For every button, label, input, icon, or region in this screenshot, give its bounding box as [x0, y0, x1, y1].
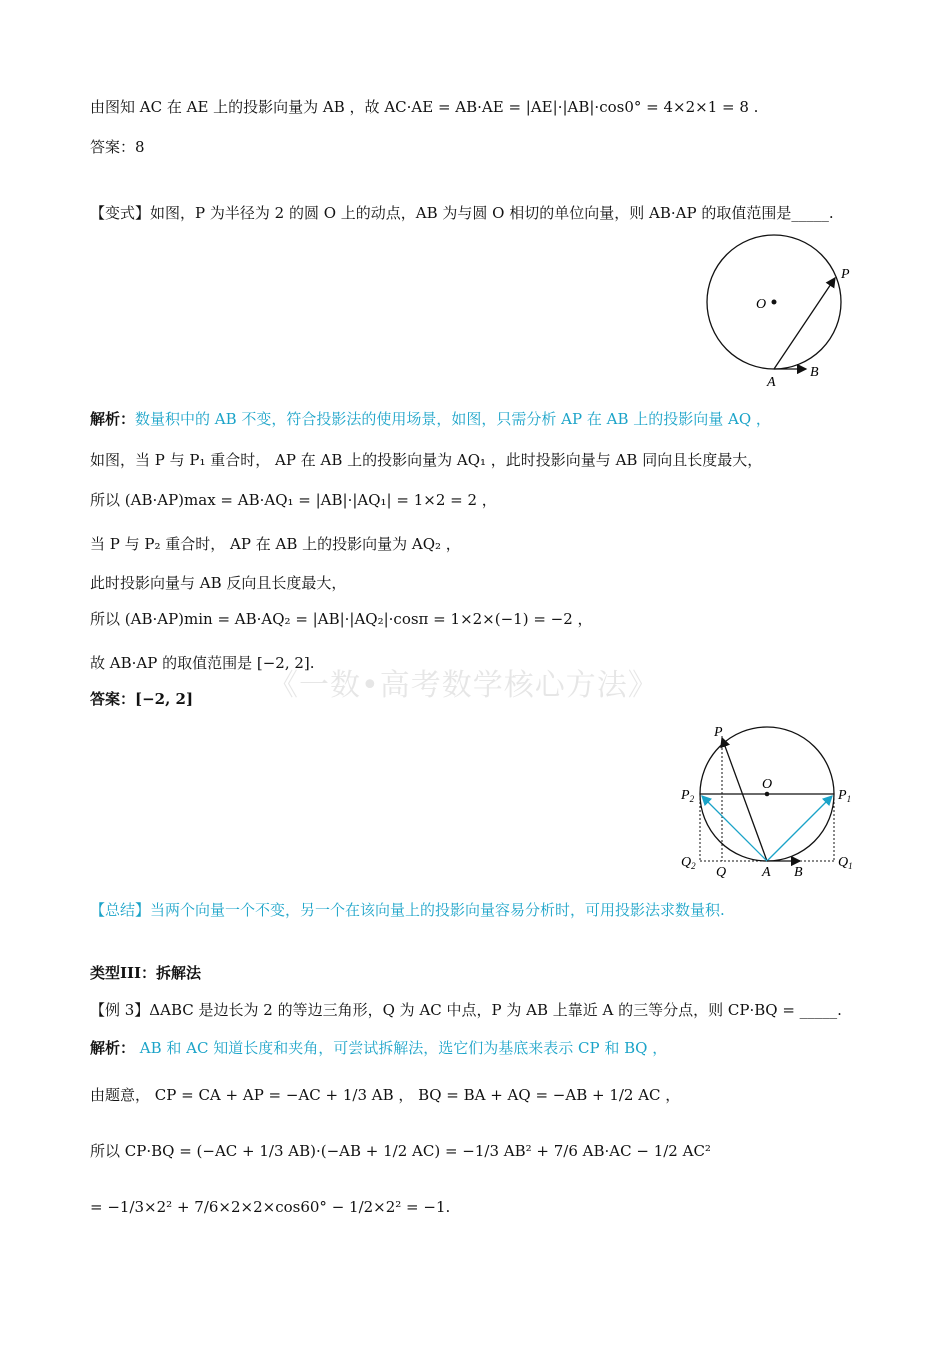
label-a: A — [767, 375, 776, 388]
solution-2-text: AB 和 AC 知道长度和夹角，可尝试拆解法，选它们为基底来表示 CP 和 BQ ， — [135, 1039, 668, 1057]
section-heading: 类型III：拆解法 — [90, 964, 202, 982]
label-b: B — [810, 365, 819, 380]
text-line-8: 此时投影向量与 AB 反向且长度最大， — [90, 574, 347, 592]
example-3: 【例 3】ΔABC 是边长为 2 的等边三角形，Q 为 AC 中点，P 为 AB 上靠近 A 的三等分点，则 CP·BQ = _____. — [90, 1001, 842, 1019]
center-dot-2 — [765, 792, 770, 797]
label-b: B — [794, 865, 803, 880]
text-line-1: 由图知 AC 在 AE 上的投影向量为 AB ，故 AC·AE = AB·AE = |AE|·|AB|·cos0° = 4×2×1 = 8 . — [90, 98, 759, 116]
answer-1: 答案：8 — [90, 138, 145, 156]
watermark: 《一数•高考数学核心方法》 — [268, 668, 659, 703]
solution-intro — [90, 408, 771, 430]
center-dot — [772, 300, 777, 305]
solution-2-label: 解析： — [90, 1039, 136, 1057]
text-line-18: = −1/3×2² + 7/6×2×2×cos60° − 1/2×2² = −1. — [90, 1198, 451, 1216]
circle-figure-1 — [690, 228, 870, 388]
label-q1: $Q_1$ — [838, 855, 853, 871]
summary: 【总结】当两个向量一个不变，另一个在该向量上的投影向量容易分析时，可用投影法求数量积. — [90, 901, 725, 919]
vector-ap — [722, 738, 767, 861]
solution-2-intro — [90, 1037, 667, 1059]
solution-text: 数量积中的 AB 不变，符合投影法的使用场景，如图，只需分析 AP 在 AB 上的投影向量 AQ ， — [135, 410, 771, 428]
label-p: P — [841, 267, 850, 282]
text-line-6: 所以 (AB·AP)max = AB·AQ₁ = |AB|·|AQ₁| = 1×2 = 2 ， — [90, 491, 497, 509]
label-q2: $Q_2$ — [681, 855, 696, 871]
text-line-16: 由题意， CP = CA + AP = −AC + 1/3 AB ， BQ = BA + AQ = −AB + 1/2 AC ， — [90, 1086, 681, 1104]
label-p: P — [714, 725, 723, 740]
label-a: A — [762, 865, 771, 880]
label-p2: $P_2$ — [681, 788, 695, 804]
variant-problem: 【变式】如图，P 为半径为 2 的圆 O 上的动点，AB 为与圆 O 相切的单位向量，则 AB·AP 的取值范围是_____. — [90, 204, 834, 222]
label-o: O — [756, 297, 767, 312]
solution-label: 解析： — [90, 410, 136, 428]
label-p1: $P_1$ — [838, 788, 852, 804]
circle-figure-2 — [676, 722, 866, 882]
label-o: O — [762, 777, 773, 792]
text-line-17: 所以 CP·BQ = (−AC + 1/3 AB)·(−AB + 1/2 AC) = −1/3 AB² + 7/6 AB·AC − 1/2 AC² — [90, 1142, 711, 1160]
answer-2: 答案：[−2, 2] — [90, 690, 194, 708]
text-line-9: 所以 (AB·AP)min = AB·AQ₂ = |AB|·|AQ₂|·cosπ = 1×2×(−1) = −2 ， — [90, 610, 593, 628]
text-line-10: 故 AB·AP 的取值范围是 [−2, 2]. — [90, 654, 315, 672]
vector-ap1 — [767, 796, 832, 861]
vector-ap2 — [702, 796, 767, 861]
text-line-5: 如图，当 P 与 P₁ 重合时， AP 在 AB 上的投影向量为 AQ₁ ，此时投影向量与 AB 同向且长度最大， — [90, 451, 763, 469]
label-q: Q — [716, 865, 727, 880]
vector-ap — [774, 278, 835, 369]
text-line-7: 当 P 与 P₂ 重合时， AP 在 AB 上的投影向量为 AQ₂ ， — [90, 535, 461, 553]
